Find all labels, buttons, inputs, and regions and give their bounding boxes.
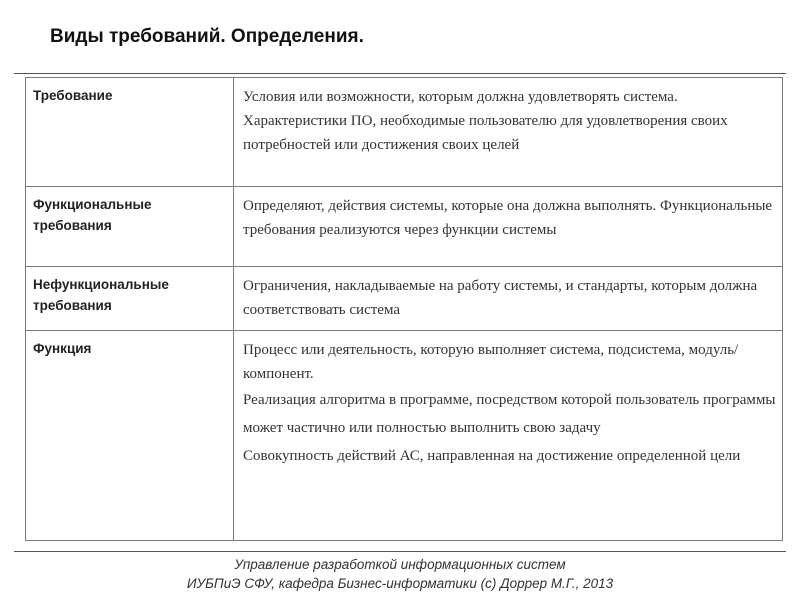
definition-text: Условия или возможности, которым должна удовлетворять система. Характеристики ПО, необходимые пользователю для удовлетворения своих потребностей или достижения своих целей	[243, 89, 728, 153]
term-cell: Требование	[26, 78, 234, 187]
definition-text: Процесс или деятельность, которую выполняет система, подсистема, модуль/компонент.	[243, 342, 739, 382]
definition-cell	[234, 267, 783, 331]
top-divider	[14, 73, 786, 74]
term-cell: Функциональные требования	[26, 187, 234, 267]
definition-text: Ограничения, накладываемые на работу системы, и стандарты, которым должна соответствовать система	[243, 278, 758, 318]
table-row	[26, 78, 783, 187]
bottom-divider	[14, 551, 786, 552]
table-row	[26, 187, 783, 267]
definitions-table-container	[25, 77, 782, 541]
slide-title: Виды требований. Определения.	[50, 26, 364, 47]
definitions-table	[25, 77, 783, 541]
table-row	[26, 331, 783, 541]
term-cell: Функция	[26, 331, 234, 541]
definition-text: Определяют, действия системы, которые она должна выполнять. Функциональные требования реализуются через функции системы	[243, 198, 773, 238]
definition-text: Совокупность действий АС, направленная на достижение определенной цели	[243, 448, 741, 464]
definition-cell	[234, 78, 783, 187]
definition-cell	[234, 331, 783, 541]
footer-credits: ИУБПиЭ СФУ, кафедра Бизнес-информатики (c) Доррер М.Г., 2013	[186, 576, 614, 591]
definition-cell	[234, 187, 783, 267]
term-cell: Нефункциональные требования	[26, 267, 234, 331]
footer-course: Управление разработкой информационных систем	[234, 557, 566, 572]
definition-text: Реализация алгоритма в программе, посредством которой пользователь программы может частично или полностью выполнить свою задачу	[243, 392, 776, 436]
table-row	[26, 267, 783, 331]
